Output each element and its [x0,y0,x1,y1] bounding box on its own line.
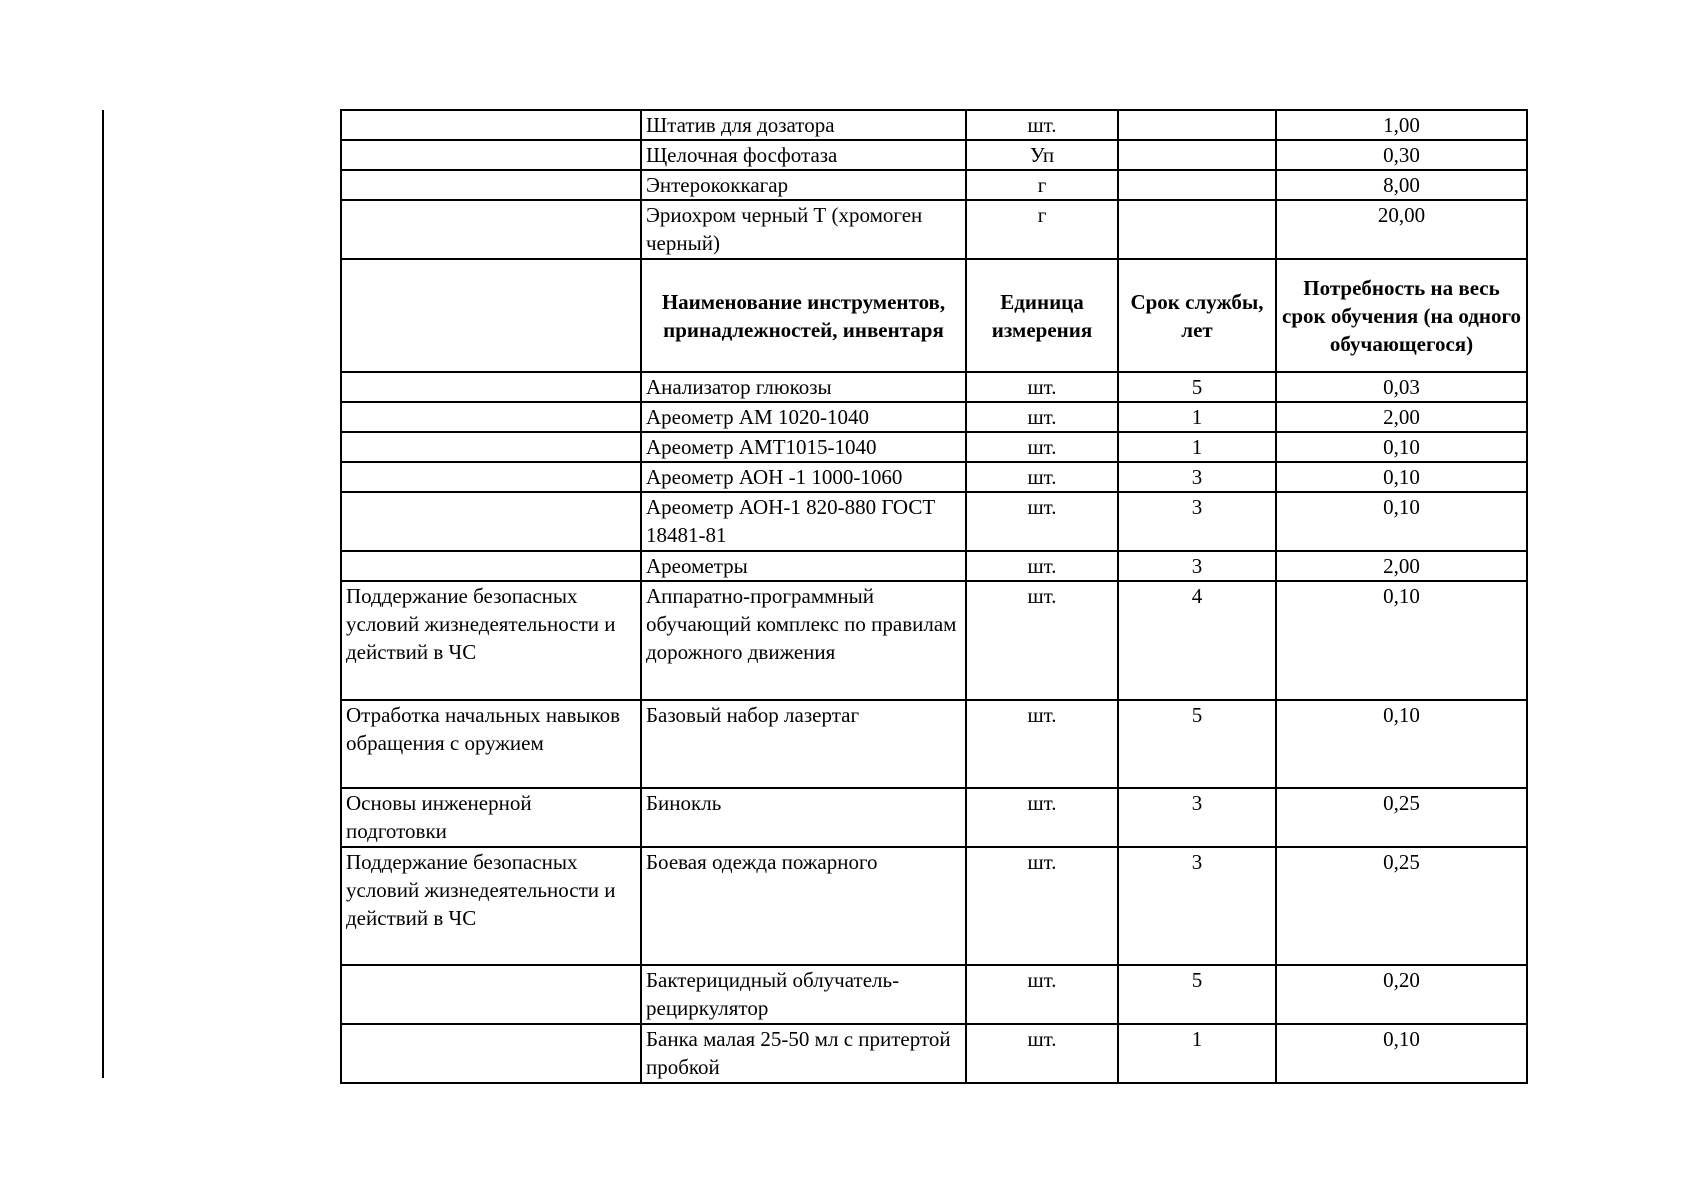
need-cell: 0,10 [1276,700,1527,788]
section-cell [341,402,641,432]
need-cell: 0,20 [1276,965,1527,1024]
table-row [341,1024,1527,1083]
unit-cell: шт. [966,700,1118,788]
unit-cell: шт. [966,492,1118,551]
service-life-cell [1118,110,1276,140]
table-row [341,170,1527,200]
service-life-cell: 1 [1118,402,1276,432]
table-row [341,492,1527,551]
item-name-cell: Энтерококкагар [641,170,966,200]
unit-cell: шт. [966,402,1118,432]
need-cell: 0,25 [1276,847,1527,965]
section-cell [341,140,641,170]
unit-cell: шт. [966,581,1118,700]
unit-header: Единица измерения [966,259,1118,372]
unit-cell: шт. [966,110,1118,140]
table-row [341,110,1527,140]
section-cell [341,372,641,402]
table-row [341,581,1527,700]
unit-cell: Уп [966,140,1118,170]
unit-cell: шт. [966,551,1118,581]
section-cell: Отработка начальных навыков обращения с оружием [341,700,641,788]
table-row [341,788,1527,847]
table-row [341,402,1527,432]
section-cell: Поддержание безопасных условий жизнедеятельности и действий в ЧС [341,847,641,965]
unit-cell: шт. [966,965,1118,1024]
table-row [341,462,1527,492]
unit-cell: шт. [966,847,1118,965]
table-row [341,551,1527,581]
need-cell: 2,00 [1276,551,1527,581]
table-row [341,700,1527,788]
item-name-cell: Анализатор глюкозы [641,372,966,402]
table-row [341,965,1527,1024]
unit-cell: г [966,170,1118,200]
section-cell: Основы инженерной подготовки [341,788,641,847]
item-name-cell: Штатив для дозатора [641,110,966,140]
table-row [341,372,1527,402]
item-name-cell: Ареометры [641,551,966,581]
item-name-cell: Ареометр АОН -1 1000-1060 [641,462,966,492]
unit-cell: шт. [966,788,1118,847]
unit-cell: шт. [966,462,1118,492]
service-life-cell: 5 [1118,372,1276,402]
unit-cell: г [966,200,1118,259]
table-row [341,847,1527,965]
unit-cell: шт. [966,1024,1118,1083]
column-header-row [341,259,1527,372]
section-cell [341,551,641,581]
need-header: Потребность на весь срок обучения (на одного обучающегося) [1276,259,1527,372]
page-margin-line [102,110,104,1078]
item-name-header: Наименование инструментов, принадлежностей, инвентаря [641,259,966,372]
section-cell [341,492,641,551]
service-life-cell: 1 [1118,432,1276,462]
need-cell: 0,30 [1276,140,1527,170]
need-cell: 20,00 [1276,200,1527,259]
section-header-cell [341,259,641,372]
service-life-cell: 3 [1118,551,1276,581]
table-row [341,140,1527,170]
need-cell: 0,10 [1276,462,1527,492]
item-name-cell: Ареометр АОН-1 820-880 ГОСТ 18481-81 [641,492,966,551]
item-name-cell: Щелочная фосфотаза [641,140,966,170]
service-life-cell: 3 [1118,462,1276,492]
need-cell: 0,10 [1276,581,1527,700]
service-life-cell: 5 [1118,965,1276,1024]
table-row [341,432,1527,462]
section-cell [341,200,641,259]
service-life-cell: 3 [1118,492,1276,551]
item-name-cell: Базовый набор лазертаг [641,700,966,788]
equipment-table [340,109,1528,1084]
need-cell: 0,10 [1276,432,1527,462]
service-life-cell [1118,140,1276,170]
section-cell [341,110,641,140]
section-cell [341,1024,641,1083]
item-name-cell: Ареометр АМТ1015-1040 [641,432,966,462]
service-life-cell: 1 [1118,1024,1276,1083]
item-name-cell: Боевая одежда пожарного [641,847,966,965]
section-cell [341,965,641,1024]
item-name-cell: Бактерицидный облучатель-рециркулятор [641,965,966,1024]
need-cell: 2,00 [1276,402,1527,432]
item-name-cell: Бинокль [641,788,966,847]
service-life-header: Срок службы, лет [1118,259,1276,372]
item-name-cell: Ареометр АМ 1020-1040 [641,402,966,432]
need-cell: 0,10 [1276,1024,1527,1083]
service-life-cell [1118,200,1276,259]
service-life-cell [1118,170,1276,200]
unit-cell: шт. [966,372,1118,402]
service-life-cell: 5 [1118,700,1276,788]
need-cell: 0,25 [1276,788,1527,847]
table-row [341,200,1527,259]
need-cell: 0,10 [1276,492,1527,551]
service-life-cell: 3 [1118,847,1276,965]
item-name-cell: Эриохром черный Т (хромоген черный) [641,200,966,259]
need-cell: 0,03 [1276,372,1527,402]
item-name-cell: Аппаратно-программный обучающий комплекс по правилам дорожного движения [641,581,966,700]
item-name-cell: Банка малая 25-50 мл с притертой пробкой [641,1024,966,1083]
unit-cell: шт. [966,432,1118,462]
section-cell [341,170,641,200]
section-cell [341,432,641,462]
section-cell [341,462,641,492]
service-life-cell: 4 [1118,581,1276,700]
section-cell: Поддержание безопасных условий жизнедеятельности и действий в ЧС [341,581,641,700]
service-life-cell: 3 [1118,788,1276,847]
need-cell: 1,00 [1276,110,1527,140]
need-cell: 8,00 [1276,170,1527,200]
